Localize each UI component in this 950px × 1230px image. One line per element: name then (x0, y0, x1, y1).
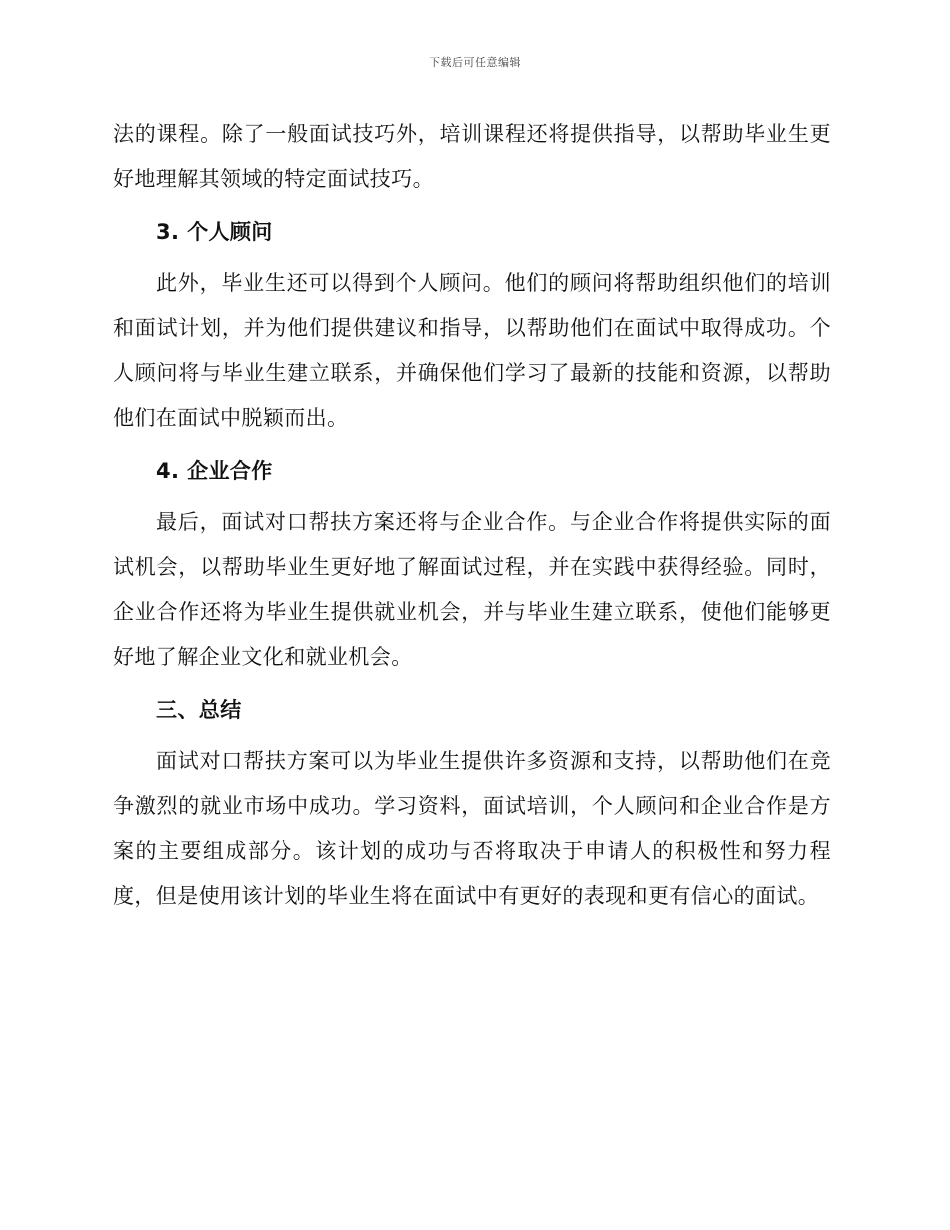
document-body (113, 112, 831, 919)
paragraph-enterprise-cooperation: 最后，面试对口帮扶方案还将与企业合作。与企业合作将提供实际的面试机会，以帮助毕业生更好地了解面试过程，并在实践中获得经验。同时，企业合作还将为毕业生提供就业机会，并与毕业生建立联系，使他们能够更好地了解企业文化和就业机会。 (113, 510, 831, 669)
paragraph-personal-advisor: 此外，毕业生还可以得到个人顾问。他们的顾问将帮助组织他们的培训和面试计划，并为他们提供建议和指导，以帮助他们在面试中取得成功。个人顾问将与毕业生建立联系，并确保他们学习了最新的技能和资源，以帮助他们在面试中脱颖而出。 (113, 271, 831, 430)
running-header: 下载后可任意编辑 (429, 56, 521, 69)
heading-summary: 三、总结 (156, 698, 242, 722)
heading-personal-advisor: 3. 个人顾问 (156, 220, 273, 244)
paragraph-summary: 面试对口帮扶方案可以为毕业生提供许多资源和支持，以帮助他们在竞争激烈的就业市场中成功。学习资料，面试培训，个人顾问和企业合作是方案的主要组成部分。该计划的成功与否将取决于申请人的积极性和努力程度，但是使用该计划的毕业生将在面试中有更好的表现和更有信心的面试。 (113, 749, 831, 908)
heading-enterprise-cooperation: 4. 企业合作 (156, 459, 273, 483)
paragraph-training-continued: 法的课程。除了一般面试技巧外，培训课程还将提供指导，以帮助毕业生更好地理解其领域的特定面试技巧。 (113, 122, 831, 191)
